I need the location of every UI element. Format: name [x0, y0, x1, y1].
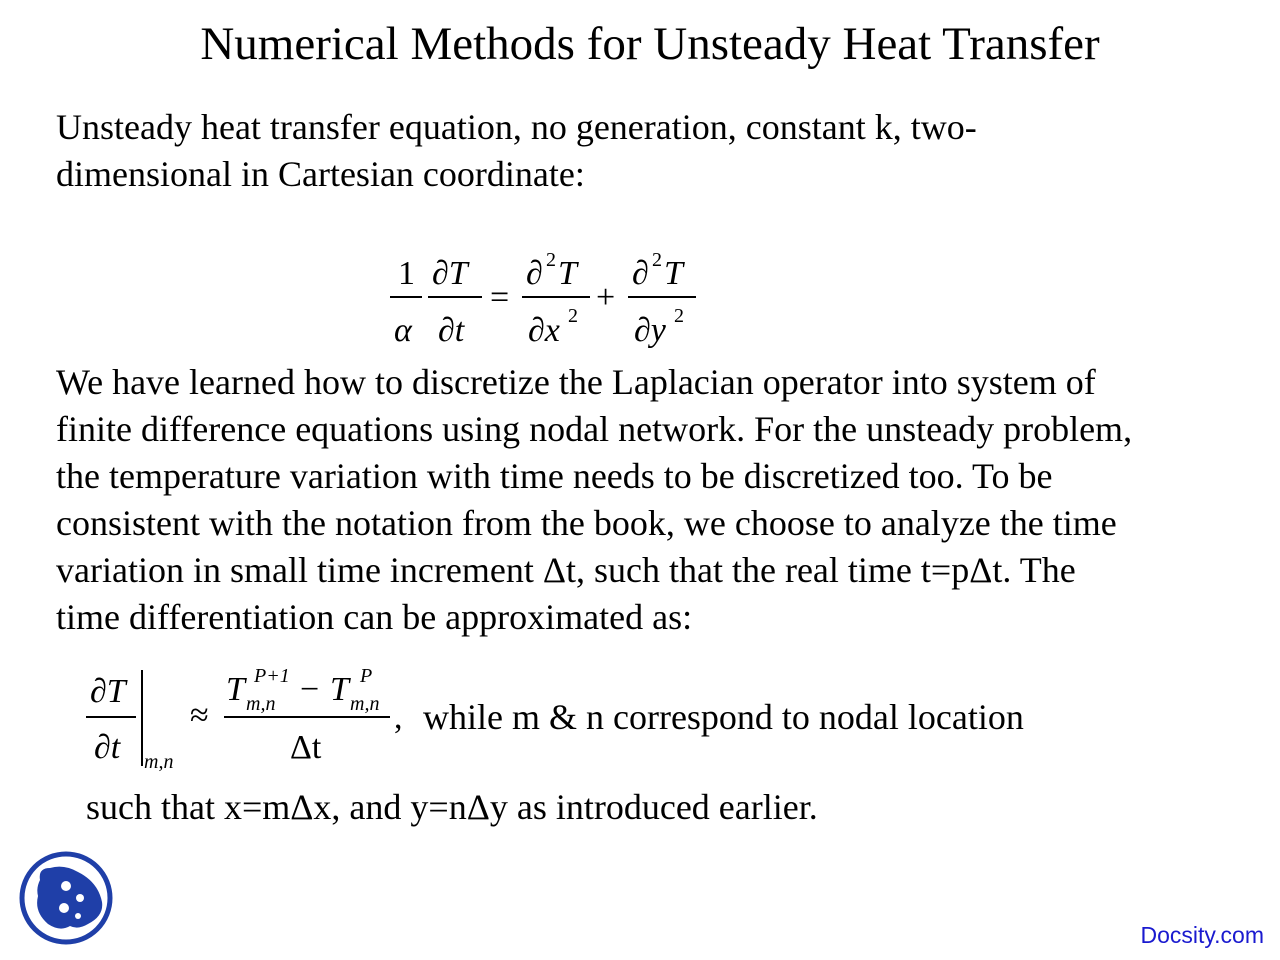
eq2-dT: ∂T [90, 673, 126, 710]
body-line: the temperature variation with time needs to be discretized too. To be [56, 456, 1053, 496]
eq1-dT: ∂T [432, 255, 468, 292]
body-line: consistent with the notation from the book, we choose to analyze the time [56, 503, 1117, 543]
logo-dot [61, 881, 71, 891]
eq1-T-x: T [558, 255, 577, 292]
eq1-plus: + [596, 279, 616, 316]
logo-dot [75, 913, 81, 919]
eq1-one: 1 [398, 255, 415, 292]
intro-line: Unsteady heat transfer equation, no generation, constant k, two- [56, 107, 977, 147]
eq1-d2-x: ∂ [526, 255, 543, 292]
body-line: We have learned how to discretize the Laplacian operator into system of [56, 362, 1096, 402]
eq2-comma: , [394, 699, 403, 736]
eq1-alpha: α [394, 312, 412, 349]
body-line: variation in small time increment Δt, such that the real time t=pΔt. The [56, 550, 1076, 590]
eq1-dt: ∂t [438, 312, 465, 349]
slide-title: Numerical Methods for Unsteady Heat Transfer [200, 18, 1100, 70]
eq2-dt: ∂t [94, 729, 121, 766]
body-line: finite difference equations using nodal network. For the unsteady problem, [56, 409, 1133, 449]
eq1-T-y: T [664, 255, 683, 292]
docsity-brand[interactable]: Docsity.com [1140, 922, 1264, 948]
eq1-sup2-dy: 2 [674, 305, 684, 327]
eq2-approx: ≈ [190, 697, 209, 734]
eq1-equals: = [490, 279, 510, 316]
eq2-sub-mn1: m,n [246, 693, 276, 715]
eq2-minus: − [300, 671, 320, 708]
body-line: time differentiation can be approximated as: [56, 597, 693, 637]
docsity-logo [16, 850, 116, 950]
eq2-sup-p1: P+1 [254, 665, 290, 687]
eq2-eval-sub: m,n [144, 751, 174, 773]
eq1-dx: ∂x [528, 312, 560, 349]
logo-dot [59, 903, 69, 913]
eq1-sup2-dx: 2 [568, 305, 578, 327]
eq2-sup-p: P [360, 665, 373, 687]
body-paragraph [56, 359, 1132, 641]
intro-line: dimensional in Cartesian coordinate: [56, 154, 585, 194]
equation2-description: while m & n correspond to nodal location [423, 697, 1024, 737]
eq1-dy: ∂y [634, 312, 666, 349]
eq2-sub-mn2: m,n [350, 693, 380, 715]
time-derivative-equation [80, 660, 420, 778]
eq2-T2: T [330, 671, 349, 708]
intro-paragraph [56, 104, 977, 198]
eq1-sup2-x: 2 [546, 249, 556, 271]
eq2-T1: T [226, 671, 245, 708]
closing-line: such that x=mΔx, and y=nΔy as introduced earlier. [86, 787, 818, 827]
heat-equation [382, 246, 712, 358]
eq2-delta-t: Δt [290, 729, 322, 766]
logo-dot [76, 894, 84, 902]
eq1-sup2-y: 2 [652, 249, 662, 271]
eq1-d2-y: ∂ [632, 255, 649, 292]
